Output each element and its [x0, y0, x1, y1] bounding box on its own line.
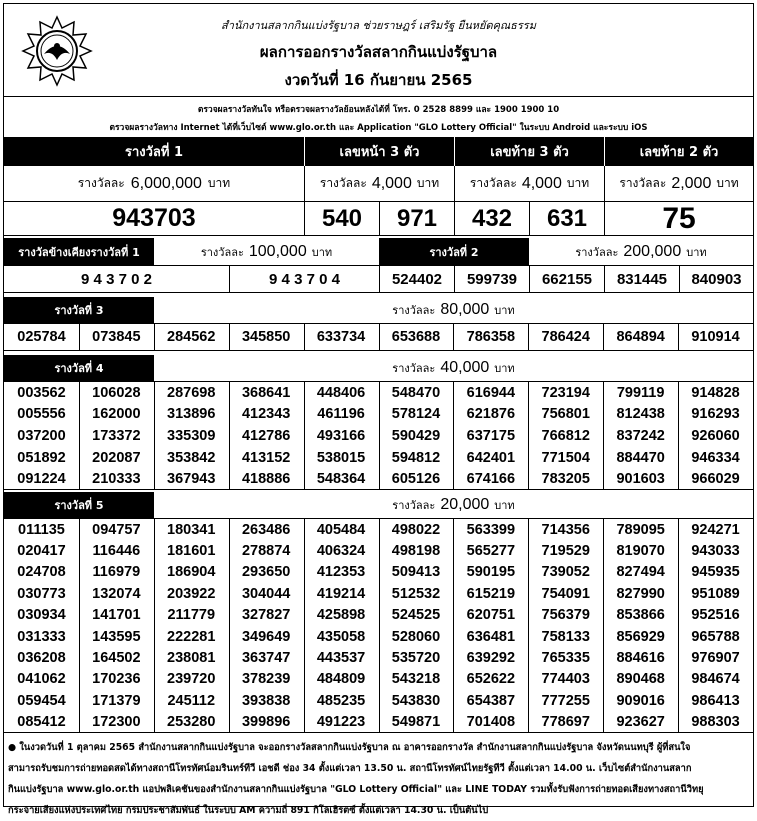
prize5-number: 020417 [17, 543, 66, 560]
prize5-number: 435058 [316, 628, 366, 645]
prize3-number: 786358 [466, 329, 516, 345]
prize5-number: 509413 [391, 564, 441, 581]
prize5-number: 011135 [18, 521, 65, 538]
prize4-number: 548470 [391, 384, 441, 401]
prize4-number: 642401 [466, 449, 516, 466]
column-divider [154, 519, 155, 733]
prize4-number: 367943 [167, 471, 216, 488]
prize3-number: 653688 [391, 329, 441, 345]
prize5-number: 714356 [541, 521, 590, 538]
prize5-number: 512532 [391, 585, 441, 602]
prize4-number: 926060 [691, 427, 740, 444]
amount-prefix: รางวัลละ [392, 362, 436, 375]
check-info-internet: ตรวจผลรางวัลทาง Internet ได้ที่เว็บไซต์ www.glo.or.th และ Application "GLO Lottery Official" ในระบบ Android และระบบ iOS [109, 123, 648, 133]
footer-line: กระจายเสียงแห่งประเทศไทย กรมประชาสัมพันธ์ ในระบบ AM ความถี่ 891 กิโลเฮิรตซ์ ตั้งแต่เวลา 14.30 น. เป็นต้นไป [8, 805, 489, 816]
prize5-number: 756379 [541, 607, 590, 624]
prize5-number: 765335 [541, 650, 590, 667]
amount-prefix: รางวัลละ [469, 176, 517, 190]
prize5-number: 278874 [241, 543, 291, 560]
prize5-number: 778697 [541, 714, 590, 731]
prize2-number: 831445 [604, 266, 679, 292]
prize4-number: 162000 [92, 406, 141, 423]
prize4-number: 448406 [316, 384, 366, 401]
prize5-number: 535720 [391, 650, 441, 667]
prize5-number: 443537 [316, 650, 366, 667]
amount-value: 2,000 [671, 174, 712, 192]
near1-prize2-header [4, 238, 753, 266]
prize4-number: 313896 [167, 406, 216, 423]
prize4-number: 637175 [466, 427, 516, 444]
column-divider [603, 382, 604, 490]
prize5-number: 827990 [616, 585, 665, 602]
prize5-number: 304044 [241, 585, 291, 602]
prize5-number: 485235 [316, 692, 366, 709]
prize5-number: 181601 [167, 543, 216, 560]
prize2-amount [529, 238, 753, 265]
column-divider [603, 519, 604, 733]
prize5-number: 636481 [466, 628, 516, 645]
motto-line: สำนักงานสลากกินแบ่งรัฐบาล ช่วยราษฎร์ เสริมรัฐ ยืนหยัดคุณธรรม [221, 19, 536, 32]
prize5-number: 349649 [241, 628, 291, 645]
prize5-number: 222281 [167, 628, 216, 645]
prize4-number: 287698 [167, 384, 216, 401]
prize5-number: 405484 [316, 521, 366, 538]
amount-value: 80,000 [440, 301, 490, 318]
front3-number-2: 971 [379, 202, 454, 235]
footer-line: ● ในงวดวันที่ 1 ตุลาคม 2565 สำนักงานสลากกินแบ่งรัฐบาล จะออกรางวัลสลากกินแบ่งรัฐบาล ณ อาคารออกรางวัล สำนักงานสลากกินแบ่งรัฐบาล จังหวัดนนทบุรี ผู้ที่สนใจ [8, 742, 691, 753]
column-divider [379, 519, 380, 733]
prize4-number: 616944 [466, 384, 516, 401]
prize5-number: 789095 [616, 521, 665, 538]
prize5-number: 030934 [17, 607, 66, 624]
prize5-number: 203922 [167, 585, 216, 602]
prize5-number: 652622 [466, 671, 516, 688]
prize5-number: 393838 [241, 692, 291, 709]
prize5-number: 563399 [466, 521, 516, 538]
amount-value: 40,000 [440, 359, 490, 376]
prize4-number: 173372 [92, 427, 141, 444]
prize4-number: 003562 [17, 384, 66, 401]
prize5-number: 293650 [241, 564, 291, 581]
prize4-number: 946334 [691, 449, 740, 466]
near1-amount [154, 238, 379, 265]
prize5-number: 951089 [691, 585, 740, 602]
last3-amount [454, 166, 604, 201]
prize5-number: 884616 [616, 650, 665, 667]
check-info-phone: ตรวจผลรางวัลทันใจ หรือตรวจผลรางวัลย้อนหลังได้ที่ โทร. 0 2528 8899 และ 1900 1900 10 [197, 105, 560, 115]
prize5-number: 639292 [466, 650, 516, 667]
column-divider [678, 324, 679, 351]
footer-line: กินแบ่งรัฐบาล www.glo.or.th แอปพลิเคชันของสำนักงานสลากกินแบ่งรัฐบาล "GLO Lottery Official" และ LINE TODAY รวมทั้งรับฟังการถ่ายทอดเสียงทางสถานีวิทยุ [8, 784, 704, 795]
prize3-label: รางวัลที่ 3 [4, 297, 154, 323]
prize5-number: 590195 [466, 564, 516, 581]
prize4-number: 412786 [241, 427, 291, 444]
prize5-amount [154, 492, 753, 518]
footer-line: สามารถรับชมการถ่ายทอดสดได้ทางสถานีโทรทัศน์อมรินทร์ทีวี เอชดี ช่อง 34 ตั้งแต่เวลา 13.50 น. สถานีโทรทัศน์ไทยรัฐทีวี ตั้งแต่เวลา 14.00 น. เว็บไซต์สำนักงานสลาก [8, 763, 692, 774]
prize5-number: 719529 [541, 543, 590, 560]
front3-number-1: 540 [304, 202, 379, 235]
prize4-number: 353842 [167, 449, 216, 466]
last3-label: เลขท้าย 3 ตัว [454, 137, 604, 166]
prize5-number: 412353 [316, 564, 366, 581]
prize5-number: 777255 [541, 692, 590, 709]
prize4-number: 412343 [241, 406, 291, 423]
prize5-number: 701408 [466, 714, 516, 731]
amount-prefix: รางวัลละ [575, 245, 619, 259]
prize5-number: 543218 [391, 671, 441, 688]
prize4-number: 901603 [616, 471, 665, 488]
prize5-number: 327827 [241, 607, 291, 624]
prize4-number: 916293 [691, 406, 740, 423]
prize3-number: 345850 [241, 329, 291, 345]
prize4-number: 605126 [391, 471, 441, 488]
amount-unit: บาท [416, 176, 440, 190]
amount-prefix: รางวัลละ [619, 176, 667, 190]
column-divider [79, 382, 80, 490]
footer-note [8, 737, 748, 821]
amount-unit: บาท [311, 245, 333, 259]
prize4-number: 413152 [241, 449, 291, 466]
prize5-number: 754091 [541, 585, 590, 602]
prize5-number: 528060 [391, 628, 441, 645]
prize5-number: 615219 [466, 585, 516, 602]
prize5-number: 031333 [17, 628, 66, 645]
prize5-number: 524525 [391, 607, 441, 624]
prize3-number: 910914 [691, 329, 740, 345]
prize4-number: 202087 [92, 449, 141, 466]
amount-value: 4,000 [521, 174, 562, 192]
top-prize-headers [4, 137, 753, 166]
last3-number-2: 631 [529, 202, 604, 235]
prize5-number: 059454 [17, 692, 66, 709]
prize5-number: 399896 [241, 714, 291, 731]
prize3-number: 073845 [92, 329, 141, 345]
prize5-number: 263486 [241, 521, 291, 538]
prize5-number: 945935 [691, 564, 740, 581]
prize5-number: 239720 [167, 671, 216, 688]
prize5-number: 085412 [17, 714, 66, 731]
column-divider [678, 382, 679, 490]
prize5-number: 164502 [92, 650, 141, 667]
prize4-number: 966029 [691, 471, 740, 488]
prize2-number: 524402 [379, 266, 454, 292]
prize5-number: 094757 [92, 521, 141, 538]
prize4-number: 051892 [17, 449, 66, 466]
prize5-number: 491223 [316, 714, 366, 731]
prize4-number: 368641 [241, 384, 291, 401]
column-divider [528, 382, 529, 490]
prize5-number: 909016 [616, 692, 665, 709]
prize4-label: รางวัลที่ 4 [4, 355, 154, 381]
column-divider [79, 324, 80, 351]
prize5-number: 211779 [167, 607, 216, 624]
prize5-number: 620751 [466, 607, 516, 624]
prize4-number: 783205 [541, 471, 590, 488]
last2-label: เลขท้าย 2 ตัว [604, 137, 753, 166]
prize5-number: 406324 [316, 543, 366, 560]
prize5-number: 543830 [391, 692, 441, 709]
column-divider [304, 382, 305, 490]
prize5-number: 041062 [17, 671, 66, 688]
prize3-number: 786424 [541, 329, 590, 345]
prize5-number: 116979 [92, 564, 141, 581]
prize3-number: 633734 [316, 329, 366, 345]
prize3-number: 284562 [167, 329, 216, 345]
amount-prefix: รางวัลละ [392, 304, 436, 317]
prize5-number: 498022 [391, 521, 441, 538]
prize4-number: 594812 [391, 449, 441, 466]
amount-prefix: รางวัลละ [200, 245, 244, 259]
column-divider [229, 382, 230, 490]
prize5-number: 774403 [541, 671, 590, 688]
prize5-number: 819070 [616, 543, 665, 560]
amount-value: 200,000 [623, 242, 682, 260]
prize4-number: 335309 [167, 427, 216, 444]
prize4-number: 884470 [616, 449, 665, 466]
prize5-number: 172300 [92, 714, 141, 731]
prize5-number: 024708 [17, 564, 66, 581]
near1-number-2: 9 4 3 7 0 4 [229, 266, 379, 292]
prize5-number: 253280 [167, 714, 216, 731]
amount-prefix: รางวัลละ [392, 499, 436, 512]
prize4-number: 578124 [391, 406, 441, 423]
prize5-number: 965788 [691, 628, 740, 645]
prize5-number: 827494 [616, 564, 665, 581]
prize5-number: 378239 [241, 671, 291, 688]
column-divider [453, 382, 454, 490]
amount-value: 100,000 [248, 242, 307, 260]
last3-number-1: 432 [454, 202, 529, 235]
column-divider [79, 519, 80, 733]
prize4-number: 106028 [92, 384, 141, 401]
prize4-number: 771504 [541, 449, 590, 466]
column-divider [154, 382, 155, 490]
prize3-number: 025784 [17, 329, 66, 345]
prize5-number: 565277 [466, 543, 516, 560]
column-divider [528, 519, 529, 733]
prize4-number: 590429 [391, 427, 441, 444]
amount-unit: บาท [494, 304, 515, 317]
amount-value: 4,000 [371, 174, 412, 192]
prize4-number: 037200 [17, 427, 66, 444]
prize5-number: 853866 [616, 607, 665, 624]
column-divider [603, 324, 604, 351]
page-title: ผลการออกรางวัลสลากกินแบ่งรัฐบาล [259, 43, 498, 61]
divider [4, 96, 753, 97]
prize5-number: 419214 [316, 585, 366, 602]
top-prize-numbers [4, 202, 753, 236]
prize4-number: 461196 [317, 406, 365, 423]
prize4-number: 914828 [691, 384, 740, 401]
column-divider [154, 324, 155, 351]
amount-value: 6,000,000 [130, 174, 202, 192]
prize5-number: 856929 [616, 628, 665, 645]
prize5-number: 498198 [391, 543, 441, 560]
prize5-label: รางวัลที่ 5 [4, 492, 154, 518]
prize3-header [4, 297, 753, 324]
front3-label: เลขหน้า 3 ตัว [304, 137, 454, 166]
prize5-number: 141701 [92, 607, 141, 624]
amount-unit: บาท [716, 176, 739, 190]
prize5-number: 132074 [92, 585, 141, 602]
amount-prefix: รางวัลละ [77, 176, 125, 190]
prize4-number: 548364 [316, 471, 366, 488]
prize1-label: รางวัลที่ 1 [4, 137, 304, 166]
prize5-number: 245112 [167, 692, 216, 709]
column-divider [229, 519, 230, 733]
prize5-number: 943033 [691, 543, 740, 560]
prize5-number: 180341 [167, 521, 216, 538]
prize4-number: 538015 [316, 449, 366, 466]
prize5-number: 425898 [316, 607, 366, 624]
prize2-number: 840903 [679, 266, 753, 292]
amount-unit: บาท [566, 176, 590, 190]
amount-value: 20,000 [440, 496, 490, 513]
draw-date: งวดวันที่ 16 กันยายน 2565 [284, 71, 473, 89]
prize5-header [4, 492, 753, 519]
prize4-number: 812438 [616, 406, 665, 423]
near1-label: รางวัลข้างเคียงรางวัลที่ 1 [4, 238, 154, 265]
prize4-amount [154, 355, 753, 381]
prize4-number: 799119 [616, 384, 665, 401]
prize4-number: 493166 [316, 427, 366, 444]
amount-unit: บาท [207, 176, 231, 190]
prize5-number: 170236 [92, 671, 141, 688]
prize2-number: 599739 [454, 266, 529, 292]
prize5-number: 758133 [541, 628, 590, 645]
near1-prize2-numbers [4, 266, 753, 293]
column-divider [229, 324, 230, 351]
prize5-number: 923627 [616, 714, 665, 731]
prize4-number: 210333 [92, 471, 141, 488]
front3-amount [304, 166, 454, 201]
amount-unit: บาท [494, 362, 515, 375]
amount-unit: บาท [494, 499, 515, 512]
prize4-number: 756801 [541, 406, 590, 423]
prize5-number: 739052 [541, 564, 590, 581]
prize5-number: 988303 [691, 714, 740, 731]
amount-prefix: รางวัลละ [319, 176, 367, 190]
column-divider [304, 324, 305, 351]
prize3-amount [154, 297, 753, 323]
last2-number: 75 [604, 202, 753, 235]
prize5-number: 654387 [466, 692, 516, 709]
prize4-number: 418886 [241, 471, 291, 488]
column-divider [304, 519, 305, 733]
prize4-number: 621876 [466, 406, 516, 423]
prize5-number: 484809 [316, 671, 366, 688]
prize5-number: 363747 [241, 650, 291, 667]
prize3-number: 864894 [616, 329, 665, 345]
prize2-label: รางวัลที่ 2 [379, 238, 529, 265]
prize5-number: 116446 [92, 543, 141, 560]
near1-number-1: 9 4 3 7 0 2 [81, 270, 152, 288]
prize5-number: 030773 [17, 585, 66, 602]
prize4-header [4, 355, 753, 382]
prize5-number: 549871 [391, 714, 441, 731]
prize5-number: 238081 [167, 650, 216, 667]
prize4-number: 091224 [17, 471, 66, 488]
prize5-number: 952516 [691, 607, 740, 624]
prize5-number: 143595 [92, 628, 141, 645]
prize5-number: 924271 [691, 521, 740, 538]
prize5-number: 976907 [691, 650, 740, 667]
prize4-number: 837242 [616, 427, 665, 444]
top-prize-amounts [4, 166, 753, 202]
prize5-number: 186904 [167, 564, 216, 581]
column-divider [678, 519, 679, 733]
prize5-number: 036208 [17, 650, 66, 667]
amount-unit: บาท [686, 245, 707, 259]
column-divider [528, 324, 529, 351]
prize1-number: 943703 [112, 204, 196, 232]
column-divider [379, 382, 380, 490]
header [4, 4, 753, 96]
prize2-number: 662155 [529, 266, 604, 292]
prize4-number: 766812 [541, 427, 590, 444]
prize1-amount [4, 166, 304, 201]
prize5-number: 171379 [92, 692, 141, 709]
prize5-number: 984674 [691, 671, 740, 688]
last2-amount [604, 166, 753, 201]
prize5-number: 890468 [616, 671, 665, 688]
column-divider [453, 519, 454, 733]
prize5-number: 986413 [691, 692, 740, 709]
prize4-number: 674166 [466, 471, 516, 488]
column-divider [453, 324, 454, 351]
prize4-number: 723194 [541, 384, 590, 401]
prize4-number: 005556 [17, 406, 66, 423]
column-divider [379, 324, 380, 351]
